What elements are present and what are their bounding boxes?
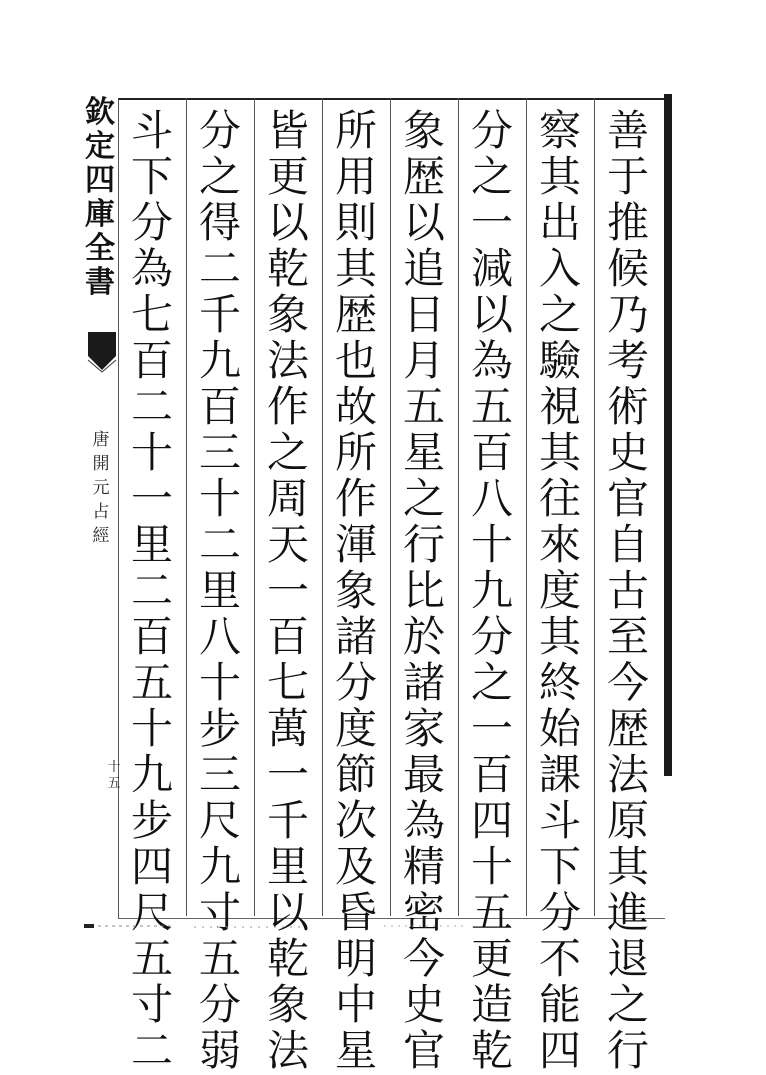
text-char: 善 [606, 106, 649, 155]
text-char: 尺 [198, 796, 241, 845]
text-char: 里 [198, 566, 241, 615]
text-char: 一 [266, 750, 309, 799]
text-char: 百 [130, 336, 173, 385]
text-char: 之 [198, 152, 241, 201]
text-char: 作 [266, 382, 309, 431]
text-char: 弱 [198, 1026, 241, 1075]
text-char: 行 [606, 1026, 649, 1075]
text-char: 五 [130, 658, 173, 707]
text-char: 五 [470, 888, 513, 937]
text-char: 法 [606, 750, 649, 799]
text-char: 其 [606, 842, 649, 891]
text-char: 五 [198, 934, 241, 983]
text-char: 之 [606, 980, 649, 1029]
text-char: 百 [198, 382, 241, 431]
column-rule [254, 98, 255, 916]
text-char: 五 [470, 382, 513, 431]
text-char: 五 [402, 382, 445, 431]
text-char: 乾 [266, 934, 309, 983]
text-char: 故 [334, 382, 377, 431]
text-char: 一 [470, 198, 513, 247]
text-char: 分 [538, 888, 581, 937]
collection-title [82, 96, 118, 300]
text-char: 術 [606, 382, 649, 431]
text-char: 十 [470, 842, 513, 891]
text-char: 史 [606, 428, 649, 477]
text-char: 十 [198, 658, 241, 707]
text-column-2 [530, 106, 590, 1075]
text-char: 次 [334, 796, 377, 845]
text-char: 象 [402, 106, 445, 155]
text-char: 以 [470, 290, 513, 339]
text-char: 分 [470, 612, 513, 661]
text-char: 分 [198, 980, 241, 1029]
collection-title-char: 四 [85, 163, 115, 198]
text-char: 來 [538, 520, 581, 569]
text-char: 百 [266, 612, 309, 661]
text-char: 步 [198, 704, 241, 753]
text-char: 之 [470, 658, 513, 707]
book-title-char: 唐 [92, 430, 110, 450]
text-char: 所 [334, 428, 377, 477]
text-char: 也 [334, 336, 377, 385]
text-char: 度 [334, 704, 377, 753]
text-char: 周 [266, 474, 309, 523]
text-char: 入 [538, 244, 581, 293]
text-char: 歴 [606, 704, 649, 753]
text-char: 官 [402, 1026, 445, 1075]
text-char: 百 [130, 612, 173, 661]
text-char: 三 [198, 750, 241, 799]
column-rule [594, 98, 595, 916]
text-char: 下 [538, 842, 581, 891]
text-char: 百 [470, 750, 513, 799]
text-char: 退 [606, 934, 649, 983]
text-char: 斗 [130, 106, 173, 155]
collection-title-char: 欽 [85, 95, 115, 130]
column-rule [186, 98, 187, 916]
text-char: 其 [538, 152, 581, 201]
text-char: 四 [538, 1026, 581, 1075]
text-char: 象 [334, 566, 377, 615]
text-char: 星 [334, 1026, 377, 1075]
outer-border-rule [664, 94, 672, 776]
text-char: 為 [402, 796, 445, 845]
text-char: 象 [266, 980, 309, 1029]
text-char: 追 [402, 244, 445, 293]
text-char: 其 [538, 612, 581, 661]
text-column-4 [394, 106, 454, 1075]
text-char: 四 [130, 842, 173, 891]
text-char: 不 [538, 934, 581, 983]
text-char: 渾 [334, 520, 377, 569]
text-char: 往 [538, 474, 581, 523]
text-char: 比 [402, 566, 445, 615]
text-column-3 [462, 106, 522, 1075]
text-char: 分 [198, 106, 241, 155]
column-rule [322, 98, 323, 916]
text-char: 三 [198, 428, 241, 477]
text-char: 步 [130, 796, 173, 845]
text-char: 以 [266, 888, 309, 937]
text-char: 為 [130, 244, 173, 293]
text-char: 造 [470, 980, 513, 1029]
book-title-char: 占 [92, 502, 110, 522]
text-column-8 [122, 106, 182, 1075]
text-char: 精 [402, 842, 445, 891]
text-char: 以 [266, 198, 309, 247]
text-char: 中 [334, 980, 377, 1029]
text-char: 度 [538, 566, 581, 615]
text-char: 十 [130, 428, 173, 477]
page-number-char: 十 [107, 760, 121, 775]
column-rule [390, 98, 391, 916]
text-column-1 [598, 106, 658, 1075]
text-char: 七 [130, 290, 173, 339]
text-char: 九 [198, 842, 241, 891]
text-char: 官 [606, 474, 649, 523]
text-char: 五 [130, 934, 173, 983]
text-char: 作 [334, 474, 377, 523]
text-char: 天 [266, 520, 309, 569]
text-char: 千 [266, 796, 309, 845]
text-char: 終 [538, 658, 581, 707]
text-char: 能 [538, 980, 581, 1029]
text-char: 二 [130, 1026, 173, 1075]
text-char: 其 [538, 428, 581, 477]
collection-title-char: 書 [85, 265, 115, 300]
text-char: 星 [402, 428, 445, 477]
book-title-char: 開 [92, 454, 110, 474]
text-char: 密 [402, 888, 445, 937]
text-char: 今 [402, 934, 445, 983]
text-char: 史 [402, 980, 445, 1029]
text-char: 日 [402, 290, 445, 339]
text-char: 考 [606, 336, 649, 385]
text-char: 自 [606, 520, 649, 569]
book-title-char: 元 [92, 478, 110, 498]
text-char: 視 [538, 382, 581, 431]
text-char: 今 [606, 658, 649, 707]
bottom-edge-marks [84, 922, 664, 930]
text-char: 驗 [538, 336, 581, 385]
text-char: 之 [470, 152, 513, 201]
book-title [90, 428, 112, 548]
text-char: 二 [198, 244, 241, 293]
text-char: 四 [470, 796, 513, 845]
text-char: 寸 [198, 888, 241, 937]
text-char: 以 [402, 198, 445, 247]
text-char: 出 [538, 198, 581, 247]
text-column-7 [190, 106, 250, 1075]
text-char: 十 [470, 520, 513, 569]
text-char: 皆 [266, 106, 309, 155]
page-number-char: 五 [107, 776, 121, 791]
column-rule [458, 98, 459, 916]
text-char: 諸 [334, 612, 377, 661]
text-char: 候 [606, 244, 649, 293]
text-char: 二 [198, 520, 241, 569]
fish-tail-mark [86, 330, 118, 372]
text-column-6 [258, 106, 318, 1075]
text-char: 千 [198, 290, 241, 339]
text-char: 寸 [130, 980, 173, 1029]
text-char: 行 [402, 520, 445, 569]
text-char: 更 [470, 934, 513, 983]
text-char: 得 [198, 198, 241, 247]
text-char: 里 [130, 520, 173, 569]
text-char: 諸 [402, 658, 445, 707]
collection-title-char: 庫 [85, 197, 115, 232]
text-char: 於 [402, 612, 445, 661]
text-char: 里 [266, 842, 309, 891]
text-char: 節 [334, 750, 377, 799]
text-char: 昏 [334, 888, 377, 937]
text-char: 減 [470, 244, 513, 293]
text-char: 所 [334, 106, 377, 155]
text-char: 原 [606, 796, 649, 845]
text-char: 月 [402, 336, 445, 385]
text-char: 八 [470, 474, 513, 523]
text-char: 萬 [266, 704, 309, 753]
text-char: 法 [266, 1026, 309, 1075]
text-char: 之 [538, 290, 581, 339]
text-char: 十 [198, 474, 241, 523]
page-number [106, 760, 122, 792]
text-char: 分 [334, 658, 377, 707]
text-char: 尺 [130, 888, 173, 937]
text-char: 一 [470, 704, 513, 753]
text-char: 一 [130, 474, 173, 523]
text-char: 八 [198, 612, 241, 661]
text-char: 推 [606, 198, 649, 247]
text-char: 用 [334, 152, 377, 201]
text-char: 分 [130, 198, 173, 247]
text-char: 乃 [606, 290, 649, 339]
text-char: 始 [538, 704, 581, 753]
collection-title-char: 定 [85, 129, 115, 164]
text-char: 九 [130, 750, 173, 799]
text-char: 百 [470, 428, 513, 477]
text-char: 于 [606, 152, 649, 201]
text-char: 之 [402, 474, 445, 523]
text-char: 九 [470, 566, 513, 615]
text-char: 斗 [538, 796, 581, 845]
text-char: 歴 [334, 290, 377, 339]
text-char: 乾 [470, 1026, 513, 1075]
text-char: 十 [130, 704, 173, 753]
text-char: 歴 [402, 152, 445, 201]
text-char: 進 [606, 888, 649, 937]
text-char: 古 [606, 566, 649, 615]
text-char: 乾 [266, 244, 309, 293]
text-char: 二 [130, 566, 173, 615]
text-char: 象 [266, 290, 309, 339]
text-char: 明 [334, 934, 377, 983]
text-char: 其 [334, 244, 377, 293]
text-char: 二 [130, 382, 173, 431]
text-char: 及 [334, 842, 377, 891]
text-char: 家 [402, 704, 445, 753]
text-char: 下 [130, 152, 173, 201]
collection-title-char: 全 [85, 231, 115, 266]
text-char: 之 [266, 428, 309, 477]
text-char: 察 [538, 106, 581, 155]
column-rule [526, 98, 527, 916]
text-char: 則 [334, 198, 377, 247]
text-char: 至 [606, 612, 649, 661]
text-char: 法 [266, 336, 309, 385]
text-char: 分 [470, 106, 513, 155]
text-char: 最 [402, 750, 445, 799]
text-char: 為 [470, 336, 513, 385]
text-char: 一 [266, 566, 309, 615]
text-column-5 [326, 106, 386, 1075]
book-title-char: 經 [92, 526, 110, 546]
text-char: 課 [538, 750, 581, 799]
text-char: 九 [198, 336, 241, 385]
text-char: 更 [266, 152, 309, 201]
text-char: 七 [266, 658, 309, 707]
